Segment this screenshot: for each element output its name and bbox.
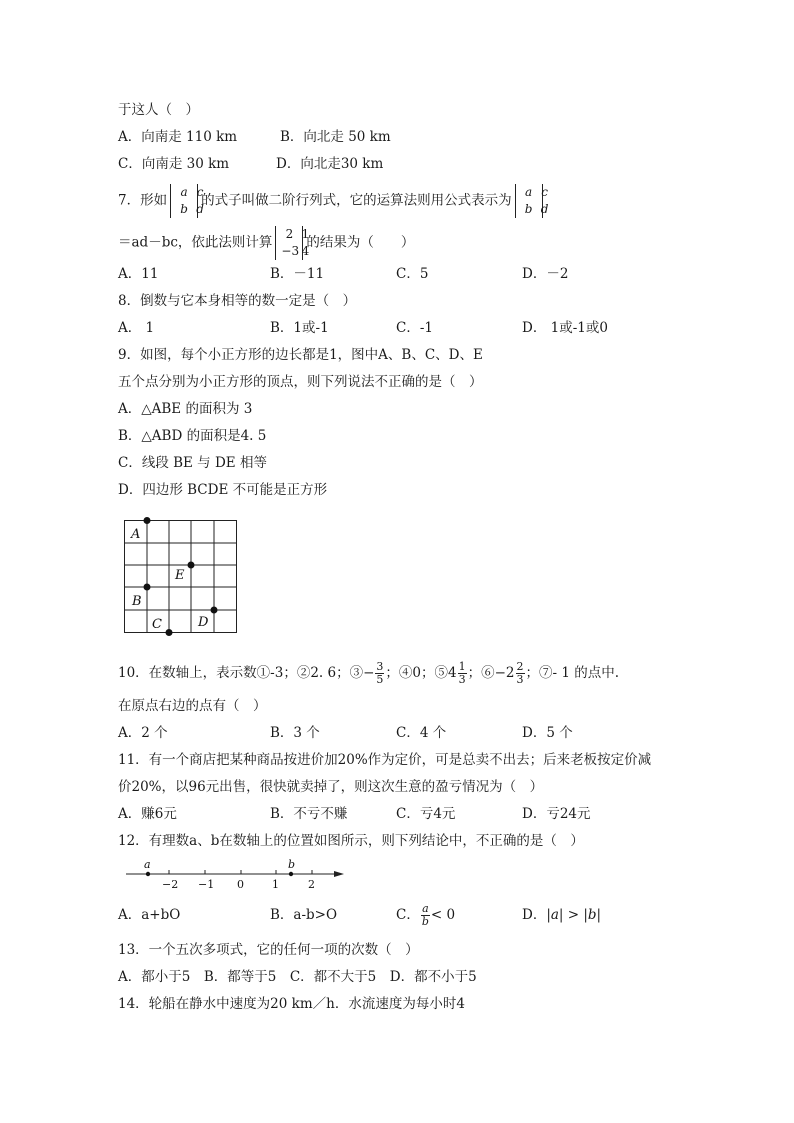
determinant-numeric: 2 1 −3 4 xyxy=(275,226,303,260)
q12-option-d: D．|a| > |b| xyxy=(522,907,602,923)
axis-label-b: b xyxy=(288,858,296,871)
label-b: B xyxy=(132,594,142,609)
q9-grid-figure xyxy=(118,514,242,638)
q9-option-d: D．四边形 BCDE 不可能是正方形 xyxy=(118,482,328,498)
determinant-symbolic-2: a c b d xyxy=(515,184,543,218)
q9-line1: 9．如图，每个小正方形的边长都是1，图中A、B、C、D、E xyxy=(118,347,483,363)
point-a-on-axis xyxy=(146,872,150,876)
fraction-1-3: $\frac{1}{3}$ xyxy=(458,660,466,686)
q11-option-a: A．赚6元 xyxy=(118,806,177,822)
fraction-3-5: $\frac{3}{5}$ xyxy=(376,660,384,686)
q10-option-b: B．3 个 xyxy=(270,725,320,741)
label-e: E xyxy=(175,568,185,583)
tick-label-2: 2 xyxy=(308,878,315,891)
q11-line1: 11．有一个商店把某种商品按进价加20%作为定价，可是总卖不出去；后来老板按定价减 xyxy=(118,752,652,768)
tick-label-neg1: −1 xyxy=(198,878,215,891)
q10-option-a: A．2 个 xyxy=(118,725,168,741)
q11-option-c: C．亏4元 xyxy=(396,806,456,822)
q13-question: 13．一个五次多项式，它的任何一项的次数（ ） xyxy=(118,942,419,958)
point-b-on-axis xyxy=(289,872,293,876)
q12-option-b: B．a-b>O xyxy=(270,907,338,923)
q6-continuation: 于这人（ ） xyxy=(118,102,199,118)
q12-option-a: A．a+bO xyxy=(118,907,181,923)
q12-number-line xyxy=(124,856,348,892)
label-a: A xyxy=(131,527,141,542)
q6-option-c: C．向南走 30 km xyxy=(118,156,230,172)
q8-option-a: A． 1 xyxy=(118,320,155,336)
q7-option-b: B．－11 xyxy=(270,266,325,282)
point-e xyxy=(188,562,195,569)
q9-line2: 五个点分别为小正方形的顶点，则下列说法不正确的是（ ） xyxy=(118,374,483,390)
q10-option-c: C．4 个 xyxy=(396,725,447,741)
determinant-symbolic: a c b d xyxy=(170,184,198,218)
point-a xyxy=(144,517,151,524)
q14-question: 14．轮船在静水中速度为20 km／h．水流速度为每小时4 xyxy=(118,996,465,1012)
label-d: D xyxy=(198,615,209,630)
q11-line2: 价20%，以96元出售，很快就卖掉了，则这次生意的盈亏情况为（ ） xyxy=(118,779,544,795)
tick-label-1: 1 xyxy=(272,878,279,891)
q6-option-a: A．向南走 110 km xyxy=(118,129,238,145)
fraction-2-3: $\frac{2}{3}$ xyxy=(516,660,524,686)
q11-option-d: D．亏24元 xyxy=(522,806,591,822)
tick-label-0: 0 xyxy=(237,878,244,891)
q7-option-a: A．11 xyxy=(118,266,159,282)
q7-line2: ＝ad－bc，依此法则计算 2 1 −3 4 的结果为（ ） xyxy=(118,227,415,258)
label-c: C xyxy=(152,617,162,632)
q8-option-d: D． 1或-1或0 xyxy=(522,320,608,336)
q10-line1: 10．在数轴上，表示数①-3；②2. 6；③− $\frac{3}{5}$ ；④0；⑤4 $\frac{1}{3}$ ；⑥−2 $\frac{2}{3}$ ；⑦- 1 的点中. xyxy=(118,660,620,686)
q7-option-c: C．5 xyxy=(396,266,429,282)
q7-option-d: D．－2 xyxy=(522,266,569,282)
point-b xyxy=(144,584,151,591)
axis-label-a: a xyxy=(144,858,151,871)
point-d xyxy=(211,607,218,614)
q13-options: A．都小于5 B．都等于5 C．都不大于5 D．都不小于5 xyxy=(118,969,477,985)
q8-option-c: C．-1 xyxy=(396,320,433,336)
q6-option-b: B．向北走 50 km xyxy=(280,129,391,145)
q9-option-a: A．△ABE 的面积为 3 xyxy=(118,401,253,417)
q6-option-d: D．向北走30 km xyxy=(276,156,384,172)
q10-option-d: D．5 个 xyxy=(522,725,573,741)
q8-option-b: B．1或-1 xyxy=(270,320,329,336)
q10-line2: 在原点右边的点有（ ） xyxy=(118,698,267,714)
fraction-a-b: $\frac{a}{b}$ xyxy=(421,902,429,928)
q7-line1: 7．形如 a c b d 的式子叫做二阶行列式，它的运算法则用公式表示为 a c b d xyxy=(118,185,549,216)
q9-option-c: C．线段 BE 与 DE 相等 xyxy=(118,455,267,471)
q9-option-b: B．△ABD 的面积是4. 5 xyxy=(118,428,267,444)
q8-question: 8．倒数与它本身相等的数一定是（ ） xyxy=(118,293,357,309)
q12-option-c: C． $\frac{a}{b}$ < 0 xyxy=(396,902,456,928)
point-c xyxy=(166,629,173,636)
tick-label-neg2: −2 xyxy=(162,878,179,891)
q11-option-b: B．不亏不赚 xyxy=(270,806,348,822)
q12-question: 12．有理数a、b在数轴上的位置如图所示，则下列结论中，不正确的是（ ） xyxy=(118,833,584,849)
